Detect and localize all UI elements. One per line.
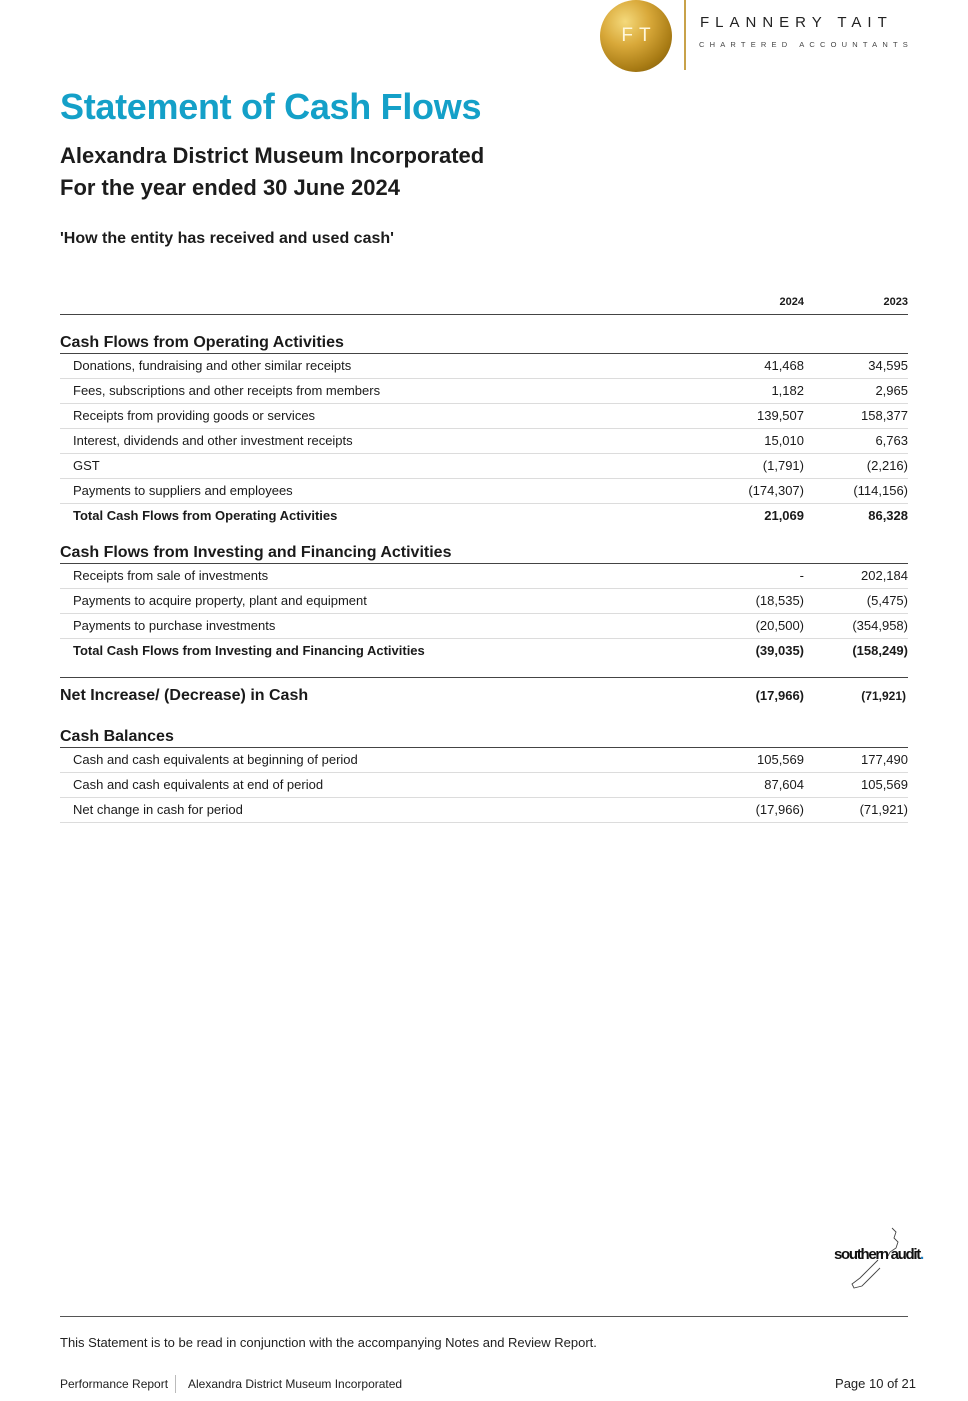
row-label: Cash and cash equivalents at beginning of period [73, 752, 358, 767]
value-2024: (1,791) [762, 458, 804, 473]
page-number: Page 10 of 21 [835, 1376, 916, 1391]
badge-text [834, 1246, 923, 1263]
value-2023: 202,184 [861, 568, 908, 583]
table-row [60, 614, 908, 639]
investing-rows [60, 564, 908, 663]
net-value-2024: (17,966) [755, 688, 804, 703]
value-2024: 41,468 [764, 358, 804, 373]
logo-monogram: FT [600, 0, 672, 72]
table-row [60, 589, 908, 614]
value-2024: (174,307) [748, 483, 804, 498]
row-label: Interest, dividends and other investment receipts [73, 433, 353, 448]
value-2024: - [799, 568, 804, 583]
net-label: Net Increase/ (Decrease) in Cash [60, 687, 309, 704]
table-row [60, 354, 908, 379]
value-2024: (39,035) [755, 643, 804, 658]
net-value-2023: (71,921) [861, 689, 906, 703]
footer-note: This Statement is to be read in conjunction with the accompanying Notes and Review Report. [60, 1335, 597, 1350]
value-2023: 105,569 [861, 777, 908, 792]
page-title: Statement of Cash Flows [60, 86, 482, 127]
total-row-operating [60, 504, 908, 528]
badge-dot: . [919, 1246, 923, 1263]
value-2024: 15,010 [764, 433, 804, 448]
row-label: Total Cash Flows from Investing and Financing Activities [73, 643, 425, 658]
column-2024: 2024 [779, 296, 804, 308]
table-row [60, 798, 908, 823]
table-row [60, 773, 908, 798]
row-label: Cash and cash equivalents at end of period [73, 777, 324, 792]
value-2023: 34,595 [868, 358, 908, 373]
value-2024: 1,182 [771, 383, 804, 398]
row-label: Receipts from sale of investments [73, 568, 269, 583]
table-row [60, 429, 908, 454]
row-label: Payments to acquire property, plant and equipment [73, 593, 367, 608]
column-headers [60, 292, 908, 315]
value-2024: (20,500) [755, 618, 804, 633]
statement-tagline: 'How the entity has received and used cash' [60, 230, 394, 247]
row-label: Receipts from providing goods or services [73, 408, 316, 423]
row-label: Fees, subscriptions and other receipts from members [73, 383, 381, 398]
net-change-row [60, 677, 908, 714]
value-2023: (71,921) [859, 802, 908, 817]
value-2023: 86,328 [868, 508, 908, 523]
value-2023: 6,763 [875, 433, 908, 448]
value-2024: (18,535) [755, 593, 804, 608]
value-2023: (158,249) [852, 643, 908, 658]
value-2024: 87,604 [764, 777, 804, 792]
value-2024: 21,069 [764, 508, 804, 523]
section-operating-heading: Cash Flows from Operating Activities [60, 332, 908, 354]
row-label: Payments to suppliers and employees [73, 483, 293, 498]
cash-flow-table [60, 292, 908, 823]
row-label: Donations, fundraising and other similar receipts [73, 358, 352, 373]
row-label: Total Cash Flows from Operating Activities [73, 508, 338, 523]
footer-report-name: Performance Report [60, 1377, 169, 1391]
logo-firm-name: FLANNERY TAIT [700, 14, 893, 31]
balances-rows [60, 748, 908, 823]
table-row [60, 454, 908, 479]
logo-subtitle: CHARTERED ACCOUNTANTS [699, 40, 913, 49]
value-2023: 177,490 [861, 752, 908, 767]
row-label: GST [73, 458, 100, 473]
footer-separator [175, 1375, 176, 1393]
value-2024: 139,507 [757, 408, 804, 423]
row-label: Payments to purchase investments [73, 618, 276, 633]
table-row [60, 564, 908, 589]
row-label: Net change in cash for period [73, 802, 243, 817]
section-balances-heading: Cash Balances [60, 726, 908, 748]
value-2023: (5,475) [866, 593, 908, 608]
footer-divider [60, 1316, 908, 1317]
footer-entity-name: Alexandra District Museum Incorporated [188, 1377, 403, 1391]
table-row [60, 479, 908, 504]
value-2023: (2,216) [866, 458, 908, 473]
entity-name: Alexandra District Museum Incorporated [60, 143, 485, 168]
value-2024: (17,966) [755, 802, 804, 817]
reporting-period: For the year ended 30 June 2024 [60, 175, 400, 200]
value-2023: 158,377 [861, 408, 908, 423]
total-row-investing [60, 639, 908, 663]
column-2023: 2023 [883, 296, 908, 308]
firm-logo [600, 0, 920, 70]
value-2023: (354,958) [852, 618, 908, 633]
section-investing-heading: Cash Flows from Investing and Financing Activities [60, 542, 908, 564]
southern-audit-badge [834, 1226, 924, 1290]
table-row [60, 748, 908, 773]
badge-wordmark: southern audit [834, 1246, 920, 1263]
value-2023: (114,156) [853, 483, 908, 498]
value-2024: 105,569 [757, 752, 804, 767]
table-row [60, 404, 908, 429]
table-row [60, 379, 908, 404]
value-2023: 2,965 [875, 383, 908, 398]
operating-rows [60, 354, 908, 528]
logo-divider [684, 0, 686, 70]
